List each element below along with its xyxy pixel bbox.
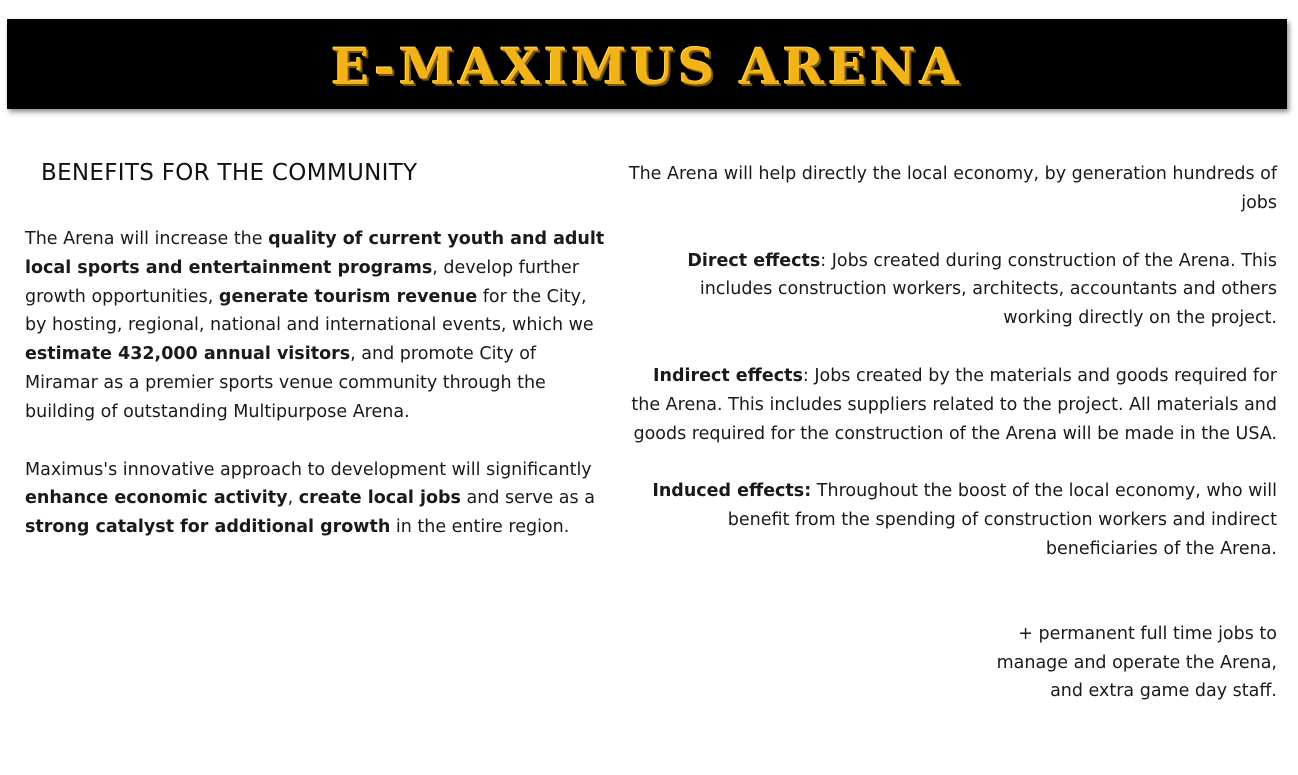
permanent-jobs-note xyxy=(627,620,1277,706)
text-run: for the City, by hosting, regional, national and international events, which we xyxy=(25,286,594,336)
economic-effects-text xyxy=(627,160,1277,735)
community-benefits-text xyxy=(25,225,610,571)
emphasis-local-jobs: create local jobs xyxy=(298,488,461,509)
text-run: in the entire region. xyxy=(390,517,570,538)
economy-intro: The Arena will help directly the local economy, by generation hundreds of jobs xyxy=(628,164,1277,213)
jobs-note-line: and extra game day staff. xyxy=(1050,681,1277,702)
emphasis-growth-catalyst: strong catalyst for additional growth xyxy=(25,517,391,538)
page-title: E-MAXIMUS ARENA xyxy=(331,36,963,96)
direct-effects-paragraph xyxy=(627,247,1277,333)
jobs-note-line: + permanent full time jobs to xyxy=(1018,623,1277,644)
title-banner xyxy=(7,19,1287,109)
direct-effects-label: Direct effects xyxy=(687,250,821,271)
indirect-effects-paragraph xyxy=(627,362,1277,448)
emphasis-tourism-revenue: generate tourism revenue xyxy=(218,286,478,307)
induced-effects-label: Induced effects: xyxy=(652,481,812,502)
direct-effects-text: : Jobs created during construction of the Arena. This includes construction workers, architects, accountants and others working directly on the project. xyxy=(699,250,1277,329)
section-heading: BENEFITS FOR THE COMMUNITY xyxy=(41,160,418,186)
text-run: , xyxy=(287,488,299,509)
text-run: , develop further growth opportunities, xyxy=(25,257,580,307)
benefits-paragraph-2 xyxy=(25,456,610,542)
induced-effects-text: Throughout the boost of the local economy, who will benefit from the spending of construction workers and indirect beneficiaries of the Arena. xyxy=(727,481,1277,559)
text-run: The Arena will increase the xyxy=(25,229,269,249)
emphasis-annual-visitors: estimate 432,000 annual visitors xyxy=(25,344,351,365)
indirect-effects-label: Indirect effects xyxy=(652,365,803,386)
text-run: and serve as a xyxy=(460,488,595,509)
benefits-paragraph-1 xyxy=(25,225,610,427)
emphasis-economic-activity: enhance economic activity xyxy=(25,488,288,509)
indirect-effects-text: : Jobs created by the materials and goods required for the Arena. This includes suppliers related to the project. All materials and goods required for the construction of the Arena will be made in the USA. xyxy=(631,365,1277,444)
text-run: Maximus's innovative approach to development will significantly xyxy=(25,459,592,480)
jobs-note-line: manage and operate the Arena, xyxy=(996,652,1277,673)
text-run: , and promote City of Miramar as a premier sports venue community through the building of outstanding Multipurpose Arena. xyxy=(25,344,546,422)
emphasis-quality-programs: quality of current youth and adult local sports and entertainment programs xyxy=(25,229,605,278)
induced-effects-paragraph xyxy=(627,477,1277,563)
